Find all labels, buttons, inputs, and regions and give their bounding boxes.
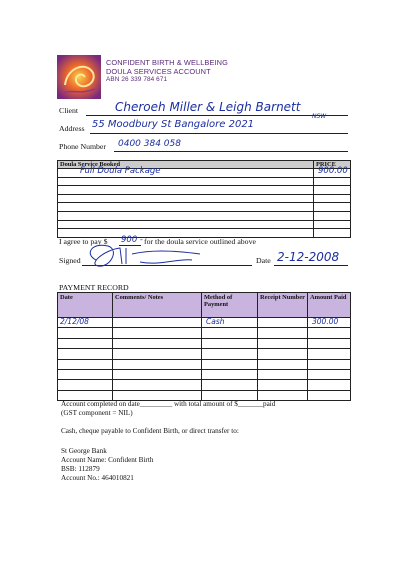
pay-col-receipt: Receipt Number (258, 293, 308, 318)
price-value: 900.00 (318, 166, 348, 176)
phone-label: Phone Number (59, 142, 106, 151)
pay-row-amount: 300.00 (312, 317, 339, 326)
address-state-note: NSW (312, 113, 327, 120)
pay-row-date: 2/12/08 (60, 317, 89, 326)
address-label: Address (59, 124, 85, 133)
gst-line: (GST component = NIL) (61, 409, 133, 417)
price-col-header: PRICE (314, 161, 351, 169)
service-table (57, 160, 351, 238)
pay-col-method: Method of Payment (202, 293, 258, 318)
completed-line: Account completed on date_________ with total amount of $_______paid (61, 400, 276, 408)
org-name: CONFIDENT BIRTH & WELLBEING (106, 58, 228, 67)
pay-col-date: Date (58, 293, 113, 318)
date-label: Date (256, 256, 271, 265)
agree-prefix: I agree to pay $ (59, 237, 108, 246)
agree-amount: 900 - (121, 235, 143, 245)
account-number: Account No.: 464010821 (61, 474, 134, 482)
pay-col-amount: Amount Paid (308, 293, 351, 318)
pay-row-method: Cash (206, 317, 225, 326)
service-cell (58, 166, 314, 178)
service-col-header: Doula Service Booked (58, 161, 314, 169)
price-cell (314, 166, 351, 178)
account-title: DOULA SERVICES ACCOUNT (106, 67, 211, 76)
address-value: 55 Moodbury St Bangalore 2021 (92, 119, 255, 130)
swirl-logo-icon (57, 55, 101, 99)
client-label: Client (59, 106, 79, 115)
payment-table (57, 292, 351, 401)
phone-value: 0400 384 058 (118, 139, 181, 149)
payment-instructions: Cash, cheque payable to Confident Birth, or direct transfer to: (61, 427, 239, 435)
table-row (58, 318, 351, 328)
agreement-date-value: 2-12-2008 (277, 250, 340, 264)
bsb-number: BSB: 112879 (61, 465, 100, 473)
pay-col-comments: Comments/ Notes (113, 293, 202, 318)
service-value: Full Doula Package (80, 166, 161, 176)
client-name-value: Cheroeh Miller & Leigh Barnett (115, 100, 301, 114)
signed-label: Signed (59, 256, 81, 265)
abn-number: ABN 26 339 784 671 (106, 76, 168, 83)
signature-mark (80, 240, 210, 272)
account-name: Account Name: Confident Birth (61, 456, 154, 464)
bank-name: St George Bank (61, 447, 107, 455)
agree-suffix: for the doula service outlined above (144, 237, 256, 246)
payment-record-title: PAYMENT RECORD (59, 283, 129, 292)
